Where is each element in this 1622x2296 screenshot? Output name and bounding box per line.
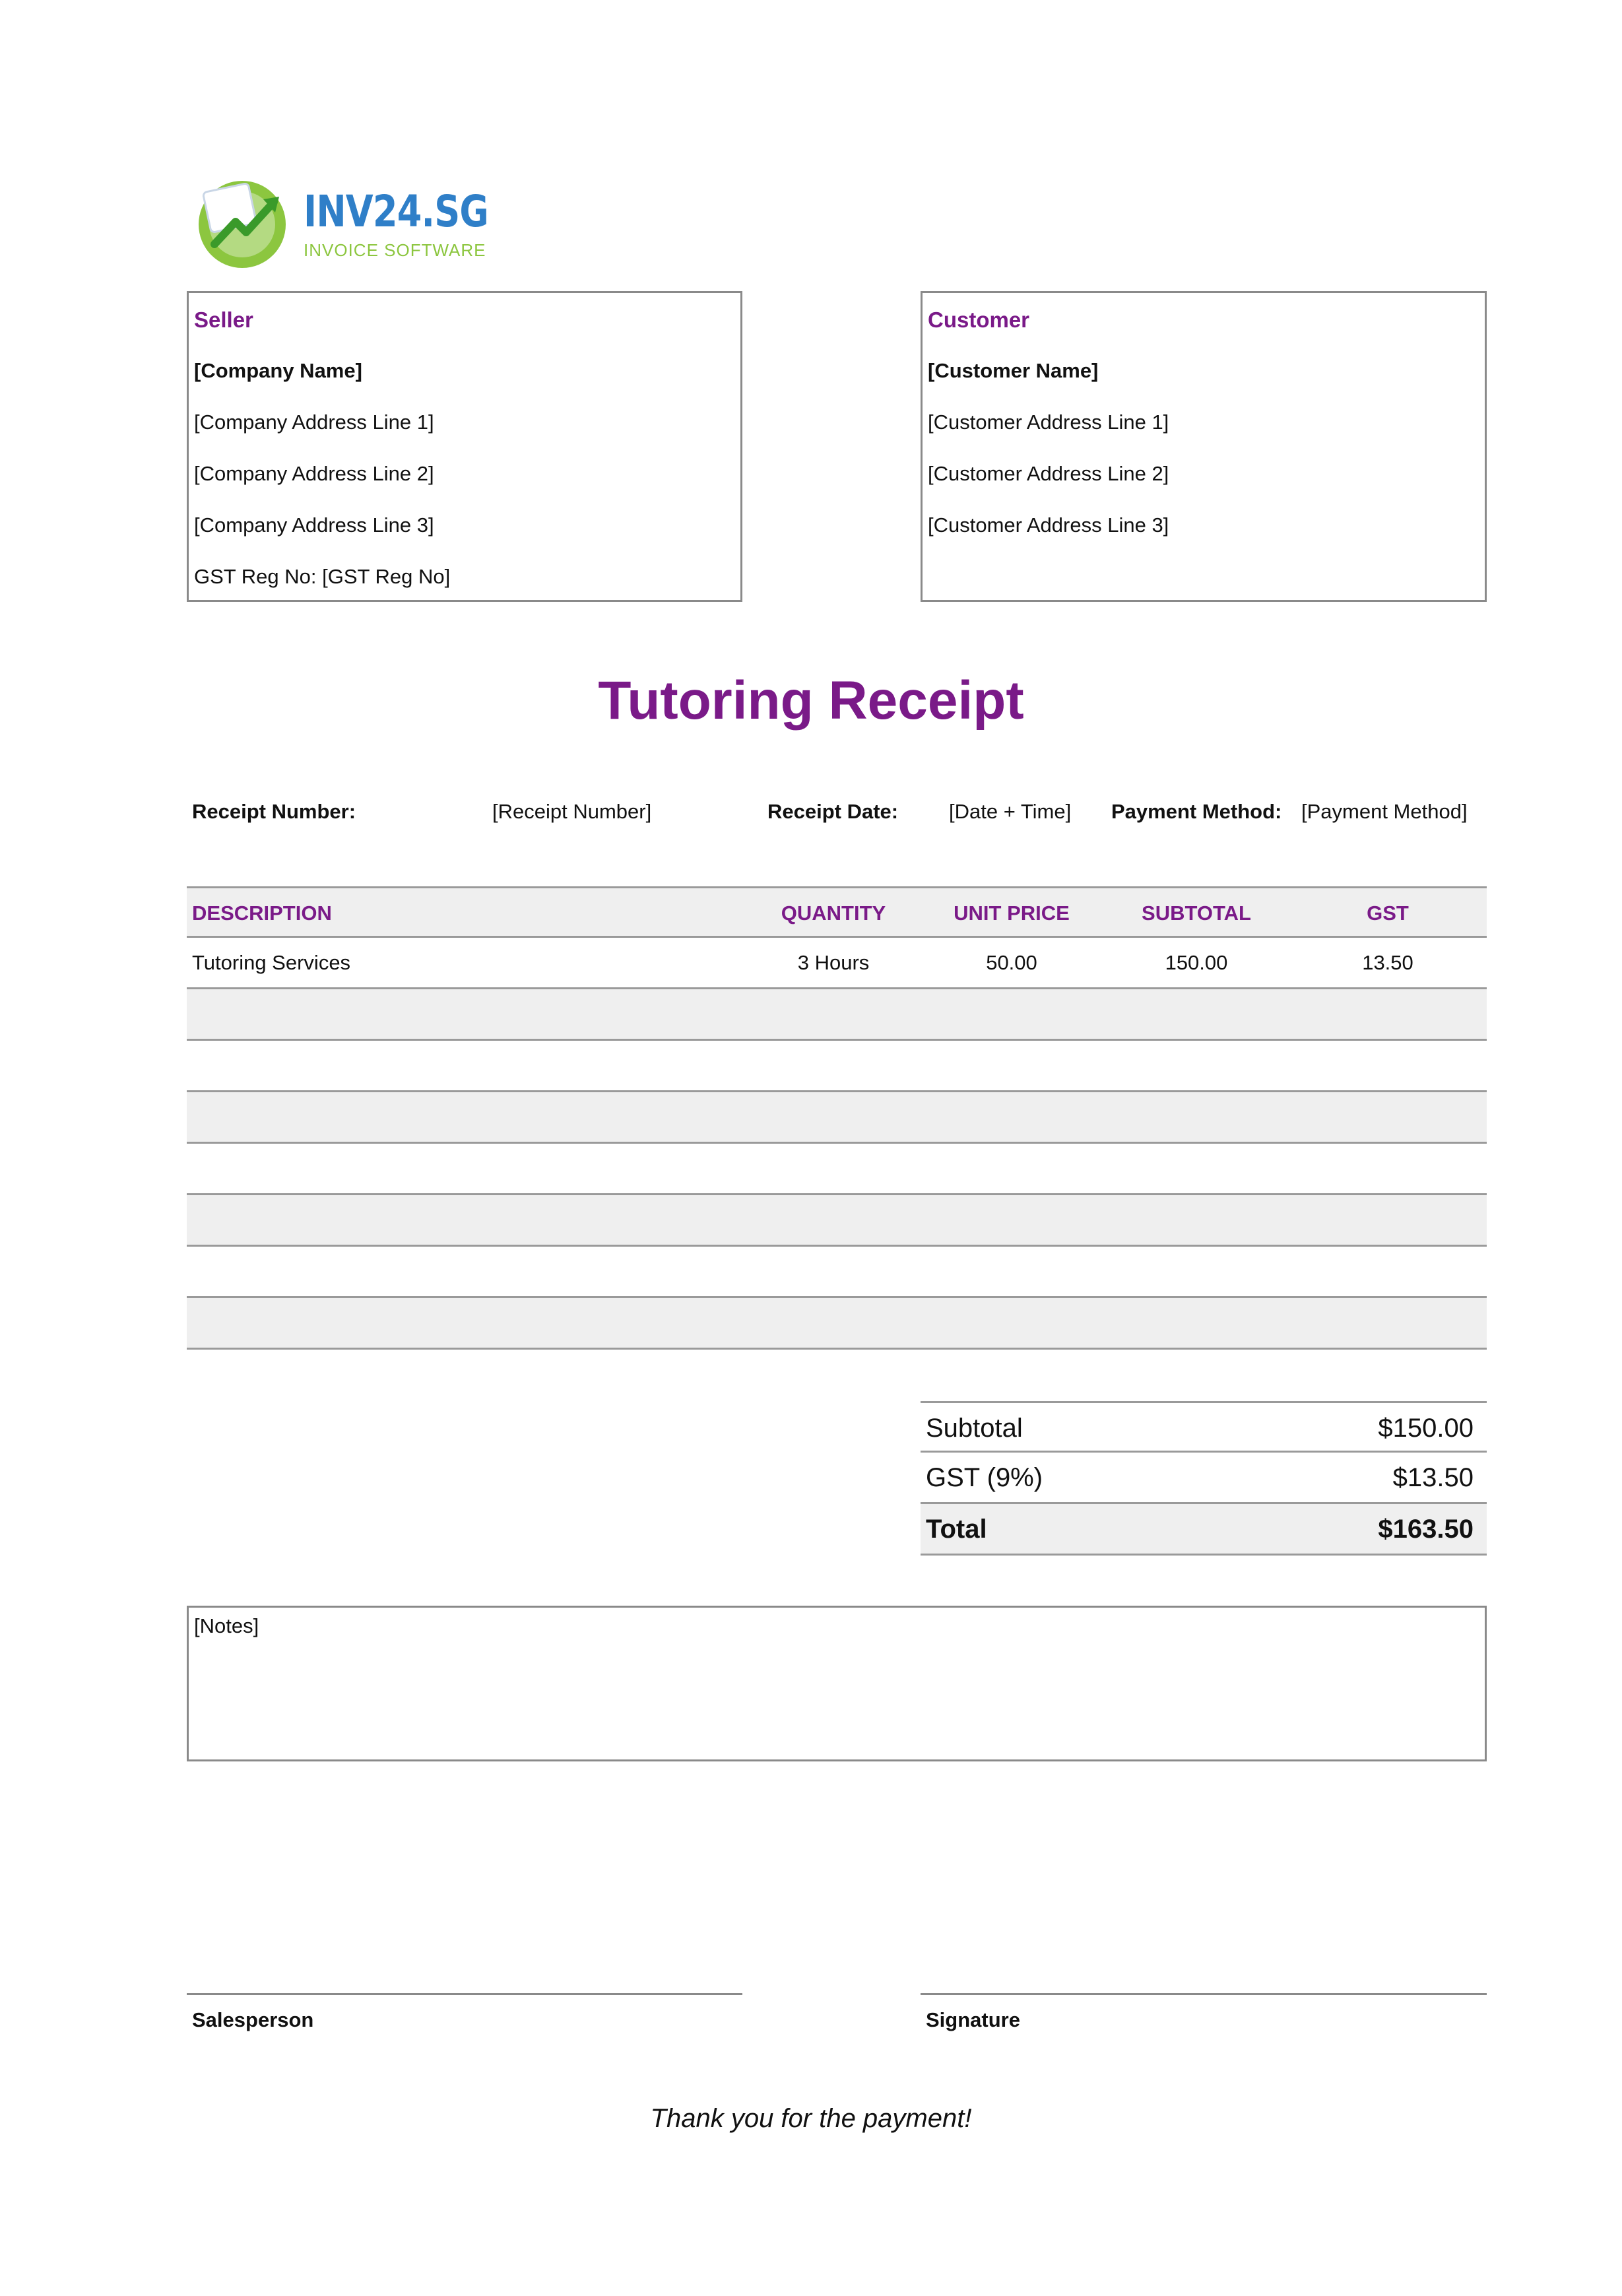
item-quantity: 3 Hours xyxy=(797,951,870,974)
header-quantity: QUANTITY xyxy=(781,902,886,925)
payment-method-value: [Payment Method] xyxy=(1301,800,1468,823)
customer-address-line-2: [Customer Address Line 2] xyxy=(928,462,1169,485)
customer-address-line-3: [Customer Address Line 3] xyxy=(928,513,1169,537)
logo-brand: INV24.SG xyxy=(304,186,489,237)
receipt-date-label: Receipt Date: xyxy=(767,800,899,823)
table-row-empty xyxy=(187,1092,1487,1144)
seller-gst-reg: GST Reg No: [GST Reg No] xyxy=(194,565,451,588)
item-gst: 13.50 xyxy=(1362,951,1413,974)
table-row-empty xyxy=(187,1195,1487,1247)
receipt-title: Tutoring Receipt xyxy=(598,671,1024,731)
item-description: Tutoring Services xyxy=(192,951,351,974)
subtotal-value: $150.00 xyxy=(1378,1414,1474,1443)
gst-row xyxy=(921,1453,1487,1504)
customer-box xyxy=(921,291,1487,602)
salesperson-label: Salesperson xyxy=(192,2008,314,2031)
thank-you-message: Thank you for the payment! xyxy=(650,2104,972,2133)
table-header-row xyxy=(187,886,1487,938)
company-logo xyxy=(195,173,498,272)
logo-tagline: INVOICE SOFTWARE xyxy=(304,240,486,260)
item-unit-price: 50.00 xyxy=(986,951,1037,974)
logo-chart-icon xyxy=(195,173,294,272)
customer-address-line-1: [Customer Address Line 1] xyxy=(928,410,1169,434)
gst-value: $13.50 xyxy=(1392,1463,1474,1492)
table-row-empty xyxy=(187,1298,1487,1350)
total-value: $163.50 xyxy=(1378,1515,1474,1544)
gst-label: GST (9%) xyxy=(926,1463,1043,1492)
table-row-empty xyxy=(187,1247,1487,1298)
item-subtotal: 150.00 xyxy=(1165,951,1228,974)
table-row xyxy=(187,938,1487,989)
header-unit-price: UNIT PRICE xyxy=(954,902,1070,925)
signature-label: Signature xyxy=(926,2008,1020,2031)
notes-text: [Notes] xyxy=(194,1614,259,1637)
seller-address-line-3: [Company Address Line 3] xyxy=(194,513,434,537)
total-row xyxy=(921,1504,1487,1556)
table-row-empty xyxy=(187,1144,1487,1195)
subtotal-row xyxy=(921,1401,1487,1453)
table-row-empty xyxy=(187,989,1487,1041)
seller-box xyxy=(187,291,742,602)
header-subtotal: SUBTOTAL xyxy=(1142,902,1251,925)
seller-address-line-2: [Company Address Line 2] xyxy=(194,462,434,485)
customer-name: [Customer Name] xyxy=(928,359,1099,382)
seller-company-name: [Company Name] xyxy=(194,359,362,382)
receipt-number-label: Receipt Number: xyxy=(192,800,356,823)
seller-heading: Seller xyxy=(194,308,253,332)
table-row-empty xyxy=(187,1041,1487,1092)
payment-method-label: Payment Method: xyxy=(1111,800,1282,823)
notes-box xyxy=(187,1606,1487,1761)
receipt-number-value: [Receipt Number] xyxy=(492,800,652,823)
salesperson-line xyxy=(187,1993,742,1995)
subtotal-label: Subtotal xyxy=(926,1414,1023,1443)
header-description: DESCRIPTION xyxy=(192,902,332,925)
header-gst: GST xyxy=(1367,902,1409,925)
signature-line xyxy=(921,1993,1487,1995)
total-label: Total xyxy=(926,1515,987,1544)
customer-heading: Customer xyxy=(928,308,1030,332)
seller-address-line-1: [Company Address Line 1] xyxy=(194,410,434,434)
receipt-date-value: [Date + Time] xyxy=(949,800,1072,823)
